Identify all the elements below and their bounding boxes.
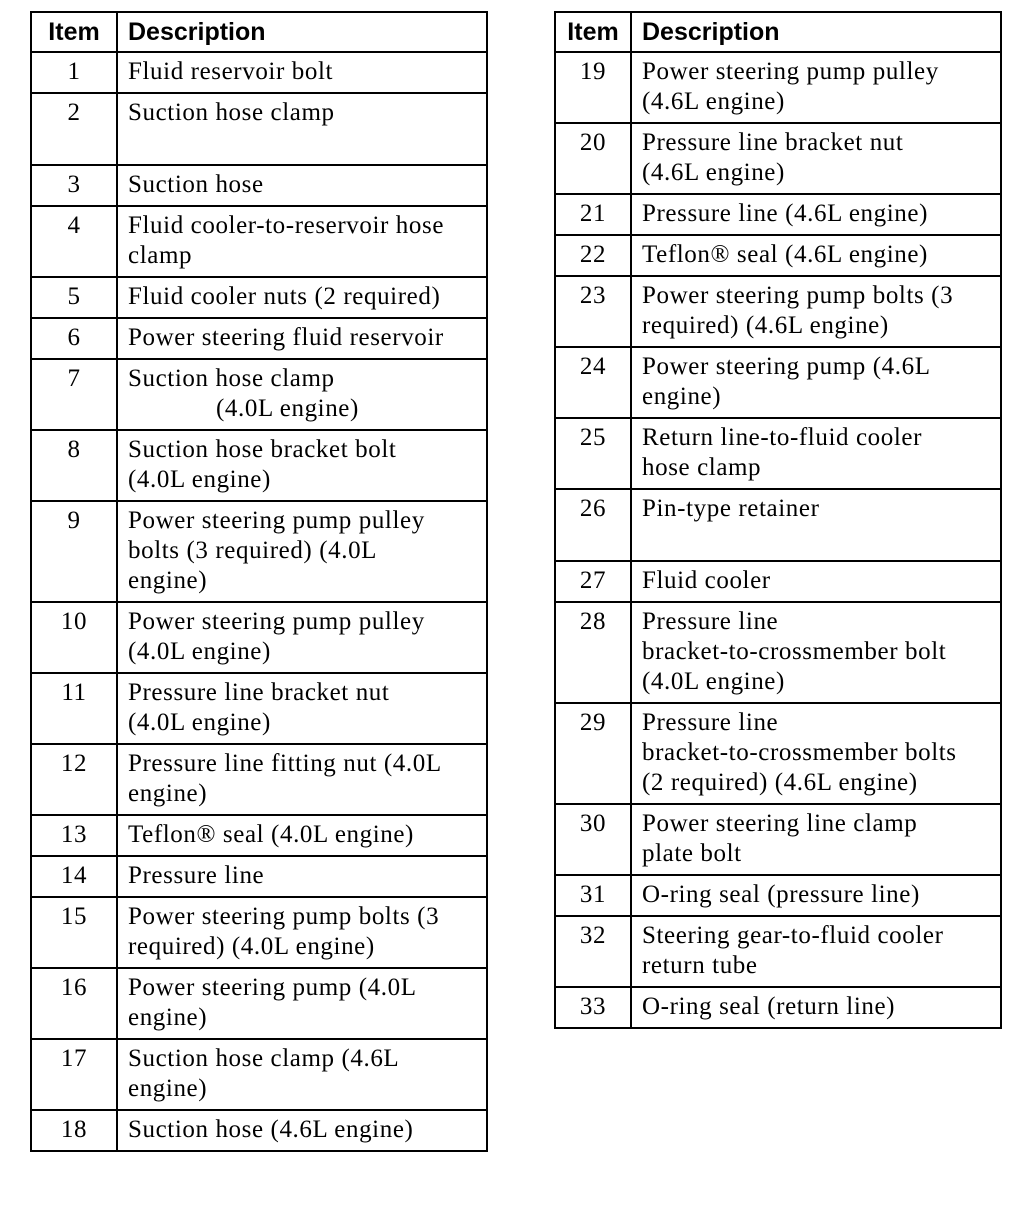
- table-row: [31, 52, 487, 93]
- description-line: Power steering pump bolts (3: [642, 282, 954, 309]
- item-number: 17: [31, 1039, 117, 1110]
- item-column-header: Item: [31, 12, 117, 52]
- item-description: [631, 875, 1001, 916]
- item-description: [117, 1039, 487, 1110]
- description-line: plate bolt: [642, 840, 742, 867]
- item-number: 29: [555, 703, 631, 804]
- description-line: Pressure line bracket nut: [128, 679, 390, 706]
- item-number: 28: [555, 602, 631, 703]
- description-line: Suction hose: [128, 171, 264, 198]
- table-row: [555, 347, 1001, 418]
- item-number: 25: [555, 418, 631, 489]
- table-row: [31, 1039, 487, 1110]
- item-number: 13: [31, 815, 117, 856]
- item-number: 33: [555, 987, 631, 1028]
- item-description: [631, 489, 1001, 561]
- item-number: 15: [31, 897, 117, 968]
- parts-table-left: [30, 11, 488, 1152]
- table-row: [555, 875, 1001, 916]
- description-line: Power steering pump (4.0L: [128, 974, 417, 1001]
- item-description: [117, 93, 487, 165]
- item-number: 1: [31, 52, 117, 93]
- table-row: [555, 418, 1001, 489]
- description-line: Pressure line: [642, 608, 779, 635]
- item-description: [631, 602, 1001, 703]
- item-description: [117, 815, 487, 856]
- item-description: [631, 52, 1001, 123]
- item-number: 27: [555, 561, 631, 602]
- table-row: [31, 277, 487, 318]
- item-description: [117, 277, 487, 318]
- parts-table-right: [554, 11, 1002, 1029]
- table-row: [555, 194, 1001, 235]
- item-number: 31: [555, 875, 631, 916]
- table-row: [31, 968, 487, 1039]
- description-line: (4.6L engine): [642, 88, 785, 115]
- table-row: [555, 916, 1001, 987]
- description-line: return tube: [642, 952, 758, 979]
- description-line: Fluid reservoir bolt: [128, 58, 334, 85]
- item-description: [117, 602, 487, 673]
- item-number: 6: [31, 318, 117, 359]
- description-line: Teflon® seal (4.6L engine): [642, 241, 928, 268]
- description-line: engine): [128, 1004, 208, 1031]
- table-row: [31, 165, 487, 206]
- item-number: 11: [31, 673, 117, 744]
- description-line: Suction hose (4.6L engine): [128, 1116, 414, 1143]
- table-row: [31, 602, 487, 673]
- description-line: bolts (3 required) (4.0L: [128, 537, 378, 564]
- table-row: [555, 561, 1001, 602]
- item-number: 22: [555, 235, 631, 276]
- description-line: Fluid cooler-to-reservoir hose: [128, 212, 445, 239]
- item-description: [117, 744, 487, 815]
- description-line: (4.0L engine): [216, 395, 359, 422]
- table-row: [555, 703, 1001, 804]
- item-description: [631, 123, 1001, 194]
- item-description: [117, 501, 487, 602]
- item-number: 16: [31, 968, 117, 1039]
- item-description: [631, 347, 1001, 418]
- description-line: Pressure line bracket nut: [642, 129, 904, 156]
- description-line: Pressure line (4.6L engine): [642, 200, 929, 227]
- table-row: [555, 123, 1001, 194]
- table-row: [555, 235, 1001, 276]
- description-line: Suction hose clamp: [128, 365, 335, 392]
- item-description: [117, 52, 487, 93]
- item-description: [117, 430, 487, 501]
- description-line: (4.0L engine): [128, 638, 271, 665]
- item-number: 23: [555, 276, 631, 347]
- description-line: Power steering pump bolts (3: [128, 903, 440, 930]
- item-number: 32: [555, 916, 631, 987]
- table-row: [31, 856, 487, 897]
- description-line: Power steering pump pulley: [642, 58, 939, 85]
- description-line: Teflon® seal (4.0L engine): [128, 821, 414, 848]
- item-description: [117, 165, 487, 206]
- description-line: clamp: [128, 242, 193, 269]
- description-column-header: Description: [631, 12, 1001, 52]
- item-number: 3: [31, 165, 117, 206]
- description-line: Power steering pump pulley: [128, 507, 425, 534]
- description-line: Pressure line fitting nut (4.0L: [128, 750, 442, 777]
- table-row: [31, 318, 487, 359]
- description-line: engine): [128, 1075, 208, 1102]
- item-description: [631, 235, 1001, 276]
- table-row: [31, 501, 487, 602]
- item-description: [631, 804, 1001, 875]
- item-number: 4: [31, 206, 117, 277]
- item-number: 7: [31, 359, 117, 430]
- item-number: 5: [31, 277, 117, 318]
- item-description: [117, 206, 487, 277]
- description-line: (4.6L engine): [642, 159, 785, 186]
- description-line: Steering gear-to-fluid cooler: [642, 922, 944, 949]
- item-number: 20: [555, 123, 631, 194]
- item-number: 26: [555, 489, 631, 561]
- description-line: Pressure line: [642, 709, 779, 736]
- table-row: [555, 489, 1001, 561]
- description-line: (4.0L engine): [128, 466, 271, 493]
- description-line: required) (4.6L engine): [642, 312, 889, 339]
- description-line: Fluid cooler nuts (2 required): [128, 283, 441, 310]
- description-line: (2 required) (4.6L engine): [642, 769, 918, 796]
- table-row: [31, 815, 487, 856]
- description-column-header: Description: [117, 12, 487, 52]
- parts-table-left-body: [31, 52, 487, 1151]
- item-number: 2: [31, 93, 117, 165]
- description-line: Power steering line clamp: [642, 810, 918, 837]
- item-description: [117, 1110, 487, 1151]
- item-number: 18: [31, 1110, 117, 1151]
- table-row: [555, 602, 1001, 703]
- table-row: [555, 804, 1001, 875]
- description-line: engine): [642, 383, 722, 410]
- item-number: 10: [31, 602, 117, 673]
- item-number: 9: [31, 501, 117, 602]
- description-line: required) (4.0L engine): [128, 933, 375, 960]
- description-line: Fluid cooler: [642, 567, 771, 594]
- item-description: [631, 276, 1001, 347]
- description-line: Power steering fluid reservoir: [128, 324, 444, 351]
- header-row: [555, 12, 1001, 52]
- table-row: [31, 673, 487, 744]
- item-description: [117, 897, 487, 968]
- description-line: hose clamp: [642, 454, 762, 481]
- table-row: [31, 1110, 487, 1151]
- description-line: bracket-to-crossmember bolts: [642, 739, 957, 766]
- table-row: [555, 987, 1001, 1028]
- description-line: O-ring seal (pressure line): [642, 881, 920, 908]
- item-number: 14: [31, 856, 117, 897]
- item-description: [631, 916, 1001, 987]
- item-description: [631, 194, 1001, 235]
- item-column-header: Item: [555, 12, 631, 52]
- item-number: 12: [31, 744, 117, 815]
- table-row: [31, 93, 487, 165]
- item-number: 30: [555, 804, 631, 875]
- table-row: [31, 744, 487, 815]
- description-line: Suction hose clamp: [128, 99, 335, 126]
- item-number: 21: [555, 194, 631, 235]
- description-line: engine): [128, 780, 208, 807]
- description-line: bracket-to-crossmember bolt: [642, 638, 947, 665]
- table-row: [31, 897, 487, 968]
- item-number: 24: [555, 347, 631, 418]
- item-description: [117, 856, 487, 897]
- description-line: (4.0L engine): [642, 668, 785, 695]
- item-number: 19: [555, 52, 631, 123]
- parts-table-right-body: [555, 52, 1001, 1028]
- item-description: [117, 318, 487, 359]
- description-line: Pin-type retainer: [642, 495, 820, 522]
- item-description: [631, 987, 1001, 1028]
- item-number: 8: [31, 430, 117, 501]
- table-row: [555, 52, 1001, 123]
- item-description: [117, 968, 487, 1039]
- table-row: [31, 430, 487, 501]
- description-line: Pressure line: [128, 862, 265, 889]
- table-row: [31, 359, 487, 430]
- item-description: [117, 673, 487, 744]
- description-line: (4.0L engine): [128, 709, 271, 736]
- item-description: [631, 418, 1001, 489]
- description-line: engine): [128, 567, 208, 594]
- description-line: O-ring seal (return line): [642, 993, 896, 1020]
- description-line: Return line-to-fluid cooler: [642, 424, 923, 451]
- table-row: [555, 276, 1001, 347]
- item-description: [631, 703, 1001, 804]
- table-row: [31, 206, 487, 277]
- item-description: [631, 561, 1001, 602]
- header-row: [31, 12, 487, 52]
- description-line: Power steering pump pulley: [128, 608, 425, 635]
- item-description: [117, 359, 487, 430]
- description-line: Suction hose bracket bolt: [128, 436, 397, 463]
- description-line: Suction hose clamp (4.6L: [128, 1045, 400, 1072]
- description-line: Power steering pump (4.6L: [642, 353, 931, 380]
